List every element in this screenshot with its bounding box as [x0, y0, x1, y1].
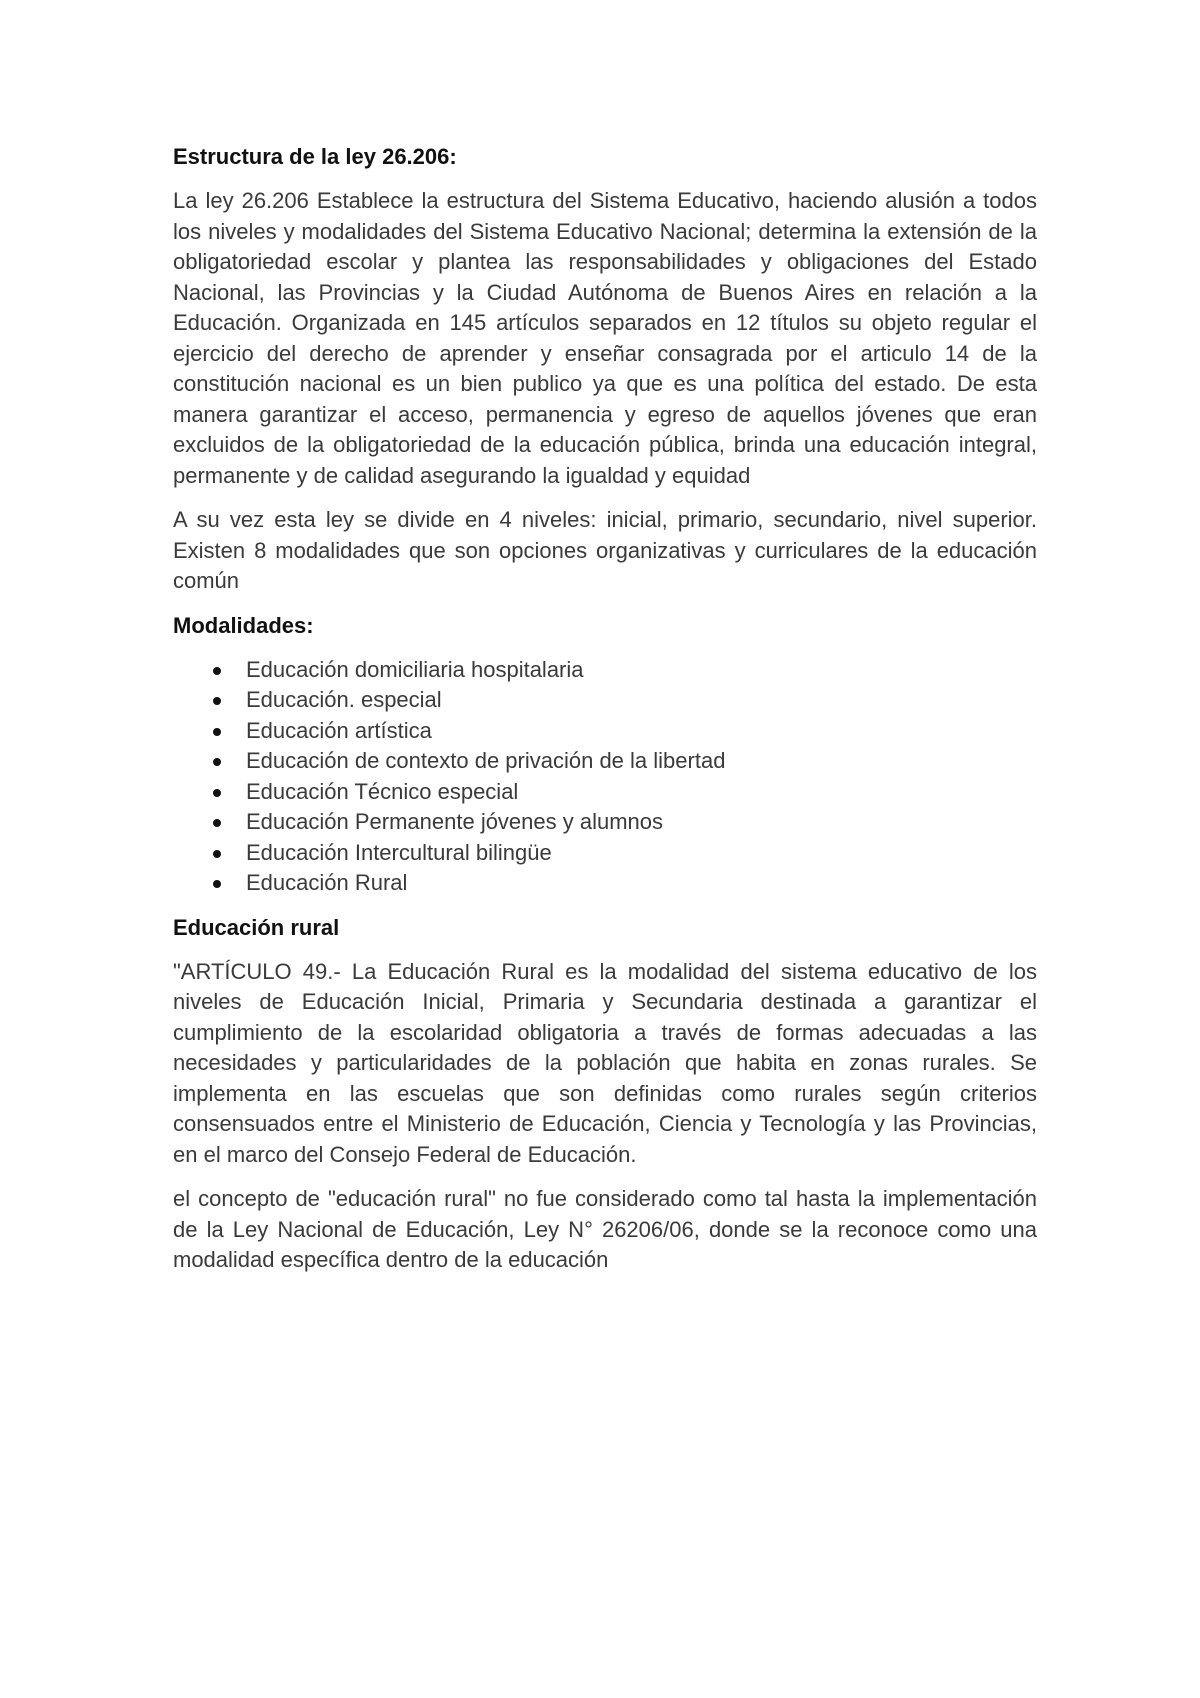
paragraph-articulo-49: "ARTÍCULO 49.- La Educación Rural es la modalidad del sistema educativo de los niveles de Educación Inicial, Primaria y Secundaria destinada a garantizar el cumplimiento de la escolaridad obligatoria a través de formas adecuadas a las necesidades y particularidades de la población que habita en zonas rurales. Se implementa en las escuelas que son definidas como rurales según criterios consensuados entre el Ministerio de Educación, Ciencia y Tecnología y las Provincias, en el marco del Consejo Federal de Educación. — [173, 958, 1037, 1167]
list-item — [173, 838, 1037, 869]
list-item-text: Educación Permanente jóvenes y alumnos — [246, 809, 664, 834]
bullet-icon — [213, 697, 221, 705]
bullet-icon — [213, 819, 221, 827]
bullet-icon — [213, 850, 221, 858]
bullet-icon — [213, 667, 221, 675]
list-item-text: Educación Rural — [246, 870, 408, 895]
paragraph-estructura: La ley 26.206 Establece la estructura del Sistema Educativo, haciendo alusión a todos los niveles y modalidades del Sistema Educativo Nacional; determina la extensión de la obligatoriedad escolar y plantea las responsabilidades y obligaciones del Estado Nacional, las Provincias y la Ciudad Autónoma de Buenos Aires en relación a la Educación. Organizada en 145 artículos separados en 12 títulos su objeto regular el ejercicio del derecho de aprender y enseñar consagrada por el articulo 14 de la constitución nacional es un bien publico ya que es una política del estado. De esta manera garantizar el acceso, permanencia y egreso de aquellos jóvenes que eran excluidos de la obligatoriedad de la educación pública, brinda una educación integral, permanente y de calidad asegurando la igualdad y equidad — [173, 188, 1037, 488]
bullet-icon — [213, 758, 221, 766]
bullet-icon — [213, 789, 221, 797]
section-heading-rural: Educación rural — [173, 914, 340, 940]
list-item — [173, 807, 1037, 838]
paragraph-niveles: A su vez esta ley se divide en 4 niveles: inicial, primario, secundario, nivel superior. Existen 8 modalidades que son opciones organizativas y curriculares de la educación común — [173, 507, 1037, 593]
list-item-text: Educación de contexto de privación de la libertad — [246, 748, 726, 773]
list-item — [173, 868, 1037, 899]
list-item-text: Educación Intercultural bilingüe — [246, 839, 552, 865]
list-item — [173, 777, 1037, 808]
list-item — [173, 746, 1037, 777]
list-item-text: Educación artística — [246, 717, 432, 743]
list-item-text: Educación. especial — [246, 687, 442, 712]
document-page — [173, 142, 1037, 1290]
list-item — [173, 655, 1037, 686]
bullet-icon — [213, 880, 221, 888]
bullet-icon — [213, 728, 221, 736]
modalidades-list — [173, 655, 1037, 899]
section-heading-modalidades: Modalidades: — [173, 612, 314, 638]
list-item — [173, 716, 1037, 747]
section-heading-estructura: Estructura de la ley 26.206: — [173, 144, 457, 169]
list-item — [173, 685, 1037, 716]
list-item-text: Educación Técnico especial — [246, 778, 519, 804]
list-item-text: Educación domiciliaria hospitalaria — [246, 656, 584, 682]
paragraph-concepto-rural: el concepto de "educación rural" no fue considerado como tal hasta la implementación de la Ley Nacional de Educación, Ley N° 26206/06, donde se la reconoce como una modalidad específica dentro de la educación — [173, 1186, 1037, 1272]
